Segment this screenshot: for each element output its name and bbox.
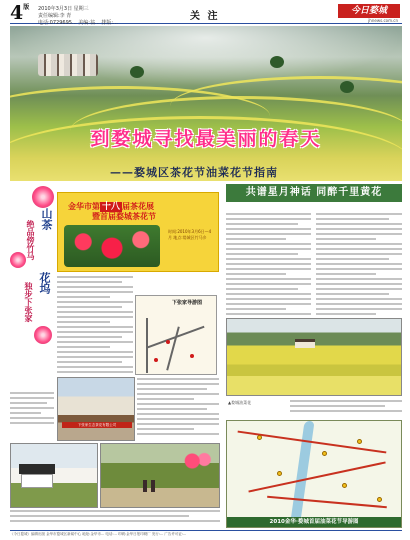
page-footer: 《今日婺城》编辑出版 金华市婺城区新闻中心 地址:金华市... 电话:... 印刷:金华日报印刷厂 发行:... 广告许可证:... <box>10 530 402 538</box>
mini-map-title: 下张家导游图 <box>172 300 203 306</box>
map-pin <box>190 354 194 358</box>
article-text-left <box>57 276 133 374</box>
village-house-photo <box>10 443 98 508</box>
header-meta <box>38 6 118 27</box>
map-pin <box>166 340 170 344</box>
house-wall <box>21 474 53 488</box>
camellia-inset <box>177 446 215 476</box>
house-roof <box>19 464 55 474</box>
camellia-flower <box>10 252 26 268</box>
rapeseed-section-headline: 共谱星月神话 同醉千里黄花 <box>226 184 402 202</box>
vertical-title-4: 独步下张家 <box>24 282 34 322</box>
camellia-flower <box>34 326 52 344</box>
camellia-company-photo <box>57 377 135 441</box>
article-text-right-3 <box>290 400 402 418</box>
map-pin <box>154 358 158 362</box>
hero-tree <box>270 56 284 68</box>
field-hut <box>295 339 315 348</box>
vertical-title-1: 山茶 <box>40 208 53 230</box>
header-date: 2010年3月3日 星期三 <box>38 6 89 12</box>
map-road <box>166 327 180 371</box>
company-sign: 下张家生态茶花有限公司 <box>62 422 132 428</box>
map-title: 2010金华·婺城首届油菜花节导游图 <box>227 517 401 527</box>
map-spot <box>277 471 282 476</box>
map-spot <box>322 451 327 456</box>
header-editor: 责任编辑:李 青 <box>38 13 72 19</box>
article-text-middle <box>137 378 219 440</box>
map-river <box>289 421 314 528</box>
hero-village <box>38 54 98 76</box>
article-text-left-bottom <box>10 392 54 440</box>
poster-info: 时间:2010年3月6日—4月 地点:婺城区竹马乡 <box>168 229 212 240</box>
map-road <box>248 461 385 492</box>
visitors-path-photo <box>100 443 220 508</box>
hero-subheadline: ——婺城区茶花节油菜花节指南 <box>110 166 278 179</box>
vertical-title-3: 花坞 <box>38 272 51 294</box>
article-text-right-1 <box>226 206 311 316</box>
hero-photo <box>10 26 402 181</box>
left-vertical-column <box>10 186 54 386</box>
rapeseed-photo-caption: ▲婺城油菜花 <box>228 400 252 405</box>
newspaper-url: jhnews.com.cn <box>368 18 398 23</box>
page-header <box>10 4 402 24</box>
header-phone: 电话:0729695... 美编:翁... 排版:... <box>38 20 118 26</box>
article-text-bottom <box>10 510 220 528</box>
poster-title-line-1: 金华市第 十八 届茶花展 <box>68 201 155 212</box>
rapeseed-festival-map <box>226 420 402 528</box>
poster-title-line-2: 暨首届婺城茶花节 <box>92 211 156 221</box>
camellia-festival-poster <box>57 192 219 272</box>
poster-flowers <box>64 225 160 267</box>
map-spot <box>357 439 362 444</box>
hero-headline: 到婺城寻找最美丽的春天 <box>90 128 322 150</box>
map-spot <box>257 435 262 440</box>
page-number: $4^版$ <box>10 2 30 24</box>
hero-tree <box>130 66 144 78</box>
map-spot <box>377 497 382 502</box>
map-road <box>267 496 387 508</box>
rapeseed-field-photo <box>226 318 402 396</box>
vertical-title-2: 绝品傍竹马 <box>26 220 36 260</box>
section-title: 关 注 <box>190 11 220 22</box>
xiazhangjia-guide-map <box>135 295 217 375</box>
visitor-figure <box>151 480 155 492</box>
map-spot <box>342 483 347 488</box>
newspaper-logo: 今日婺城 <box>338 4 400 18</box>
camellia-flower <box>32 186 54 208</box>
visitor-figure <box>143 480 147 492</box>
article-text-right-2 <box>316 206 402 316</box>
